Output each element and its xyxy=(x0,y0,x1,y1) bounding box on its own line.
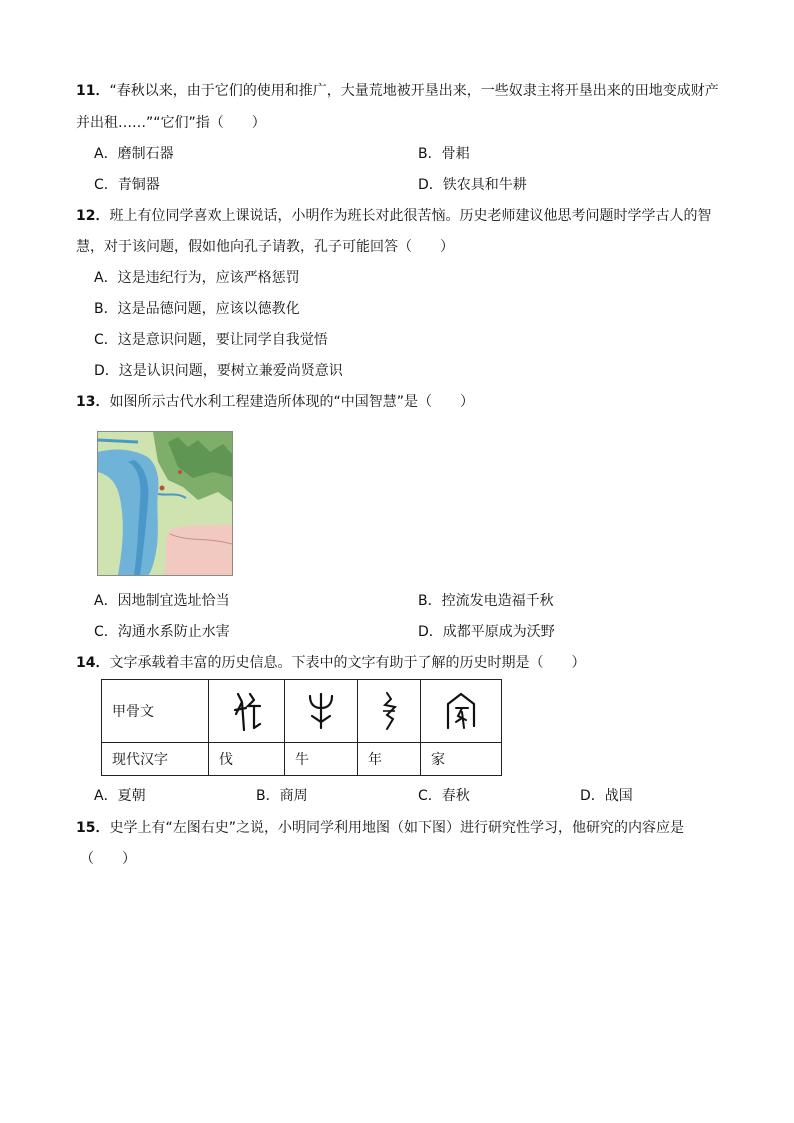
q13-option-c[interactable]: C．沟通水系防止水害 xyxy=(94,624,230,640)
q13-number: 13． xyxy=(76,394,110,410)
modern-char-jia: 家 xyxy=(421,743,502,776)
q12-option-c[interactable]: C．这是意识问题，要让同学自我觉悟 xyxy=(94,332,328,348)
oracle-bone-table xyxy=(101,679,502,776)
q13-line1 xyxy=(76,391,474,411)
q12-text-line2: 慧，对于该问题，假如他向孔子请教，孔子可能回答（ ） xyxy=(76,239,454,255)
q14-text-line1: 文字承载着丰富的历史信息。下表中的文字有助于了解的历史时期是（ ） xyxy=(109,655,586,671)
q14-option-d[interactable]: D．战国 xyxy=(580,788,633,804)
q14-option-a[interactable]: A．夏朝 xyxy=(94,788,146,804)
modern-char-niu: 牛 xyxy=(285,743,358,776)
q15-line1 xyxy=(76,817,684,837)
oracle-glyph-jia xyxy=(421,680,502,743)
q12-option-a[interactable]: A．这是违纪行为，应该严格惩罚 xyxy=(94,270,300,286)
table-row-modern xyxy=(102,743,502,776)
irrigation-map-image xyxy=(97,431,233,576)
q11-option-b[interactable]: B．骨耜 xyxy=(418,146,470,162)
q11-option-c[interactable]: C．青铜器 xyxy=(94,177,160,193)
q15-text-line2: （ ） xyxy=(80,851,136,867)
modern-char-fa: 伐 xyxy=(209,743,285,776)
q13-option-a[interactable]: A．因地制宜选址恰当 xyxy=(94,593,230,609)
oracle-glyph-fa xyxy=(209,680,285,743)
oracle-glyph-nian xyxy=(358,680,421,743)
q12-line1 xyxy=(76,205,711,225)
q14-option-b[interactable]: B．商周 xyxy=(256,788,308,804)
q14-number: 14． xyxy=(76,655,110,671)
oracle-label-cell: 甲骨文 xyxy=(102,680,209,743)
map-illustration xyxy=(98,432,232,575)
q11-text-line1: “春秋以来，由于它们的使用和推广，大量荒地被开垦出来，一些奴隶主将开垦出来的田地变成财产 xyxy=(109,83,719,99)
q11-option-a[interactable]: A．磨制石器 xyxy=(94,146,174,162)
oracle-fa-glyph-icon xyxy=(232,690,262,732)
oracle-glyph-niu xyxy=(285,680,358,743)
table-row-oracle xyxy=(102,680,502,743)
q14-line1 xyxy=(76,652,585,672)
modern-char-nian: 年 xyxy=(358,743,421,776)
oracle-jia-glyph-icon xyxy=(444,690,478,732)
oracle-niu-glyph-icon xyxy=(306,690,336,732)
q12-option-d[interactable]: D．这是认识问题，要树立兼爱尚贤意识 xyxy=(94,363,343,379)
q13-option-d[interactable]: D．成都平原成为沃野 xyxy=(418,624,555,640)
modern-label-cell: 现代汉字 xyxy=(102,743,209,776)
q15-text-line1: 史学上有“左图右史”之说，小明同学利用地图（如下图）进行研究性学习，他研究的内容应是 xyxy=(109,820,684,836)
q11-text-line2: 并出租……”“它们”指（ ） xyxy=(76,115,266,131)
q13-option-b[interactable]: B．控流发电造福千秋 xyxy=(418,593,554,609)
q12-text-line1: 班上有位同学喜欢上课说话，小明作为班长对此很苦恼。历史老师建议他思考问题时学学古人的智 xyxy=(109,208,712,224)
q13-text-line1: 如图所示古代水利工程建造所体现的“中国智慧”是（ ） xyxy=(109,394,474,410)
q12-number: 12． xyxy=(76,208,110,224)
oracle-nian-glyph-icon xyxy=(377,690,401,732)
q14-option-c[interactable]: C．春秋 xyxy=(418,788,470,804)
q11-line1 xyxy=(76,80,719,100)
q11-option-d[interactable]: D．铁农具和牛耕 xyxy=(418,177,527,193)
q11-number: 11． xyxy=(76,83,110,99)
q15-number: 15． xyxy=(76,820,110,836)
q12-option-b[interactable]: B．这是品德问题，应该以德教化 xyxy=(94,301,300,317)
